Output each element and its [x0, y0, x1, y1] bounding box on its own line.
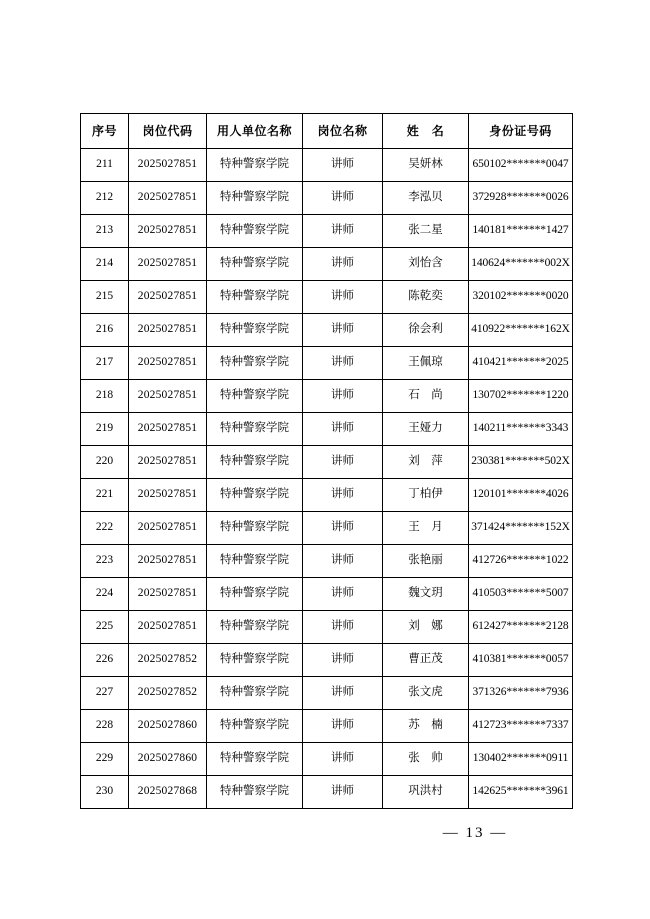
cell-post-code: 2025027851 [129, 347, 207, 380]
cell-name: 张文虎 [383, 677, 469, 710]
cell-post-name: 讲师 [303, 710, 383, 743]
cell-post-code: 2025027851 [129, 149, 207, 182]
roster-table [80, 113, 573, 809]
cell-sequence: 218 [81, 380, 129, 413]
cell-id-number: 140624*******002X [469, 248, 573, 281]
cell-post-code: 2025027851 [129, 512, 207, 545]
column-header-post-code: 岗位代码 [129, 114, 207, 149]
page-number: — 13 — [442, 825, 508, 841]
cell-employer: 特种警察学院 [207, 710, 303, 743]
cell-name: 刘 娜 [383, 611, 469, 644]
cell-post-code: 2025027851 [129, 215, 207, 248]
cell-sequence: 212 [81, 182, 129, 215]
cell-employer: 特种警察学院 [207, 314, 303, 347]
table-row [81, 677, 573, 710]
cell-post-name: 讲师 [303, 380, 383, 413]
table-row [81, 611, 573, 644]
cell-employer: 特种警察学院 [207, 413, 303, 446]
table-row [81, 347, 573, 380]
cell-post-name: 讲师 [303, 677, 383, 710]
column-header-employer: 用人单位名称 [207, 114, 303, 149]
cell-id-number: 140211*******3343 [469, 413, 573, 446]
cell-id-number: 410381*******0057 [469, 644, 573, 677]
cell-post-code: 2025027851 [129, 182, 207, 215]
cell-sequence: 219 [81, 413, 129, 446]
cell-name: 曹正茂 [383, 644, 469, 677]
column-header-sequence: 序号 [81, 114, 129, 149]
cell-post-code: 2025027852 [129, 677, 207, 710]
cell-name: 张 帅 [383, 743, 469, 776]
cell-id-number: 130702*******1220 [469, 380, 573, 413]
cell-employer: 特种警察学院 [207, 578, 303, 611]
table-row [81, 380, 573, 413]
cell-post-code: 2025027860 [129, 743, 207, 776]
table-row [81, 413, 573, 446]
cell-sequence: 213 [81, 215, 129, 248]
cell-id-number: 410421*******2025 [469, 347, 573, 380]
cell-employer: 特种警察学院 [207, 215, 303, 248]
cell-sequence: 228 [81, 710, 129, 743]
cell-id-number: 410503*******5007 [469, 578, 573, 611]
table-row [81, 776, 573, 809]
table-row [81, 314, 573, 347]
cell-sequence: 223 [81, 545, 129, 578]
cell-post-name: 讲师 [303, 413, 383, 446]
cell-sequence: 222 [81, 512, 129, 545]
cell-sequence: 229 [81, 743, 129, 776]
cell-post-code: 2025027851 [129, 380, 207, 413]
table-row [81, 182, 573, 215]
cell-id-number: 120101*******4026 [469, 479, 573, 512]
table-row [81, 512, 573, 545]
table-row [81, 149, 573, 182]
page-footer [0, 824, 650, 842]
cell-sequence: 225 [81, 611, 129, 644]
cell-employer: 特种警察学院 [207, 380, 303, 413]
cell-id-number: 412726*******1022 [469, 545, 573, 578]
cell-post-code: 2025027868 [129, 776, 207, 809]
cell-id-number: 371326*******7936 [469, 677, 573, 710]
table-row [81, 644, 573, 677]
cell-post-code: 2025027852 [129, 644, 207, 677]
cell-post-name: 讲师 [303, 479, 383, 512]
cell-name: 丁柏伊 [383, 479, 469, 512]
cell-post-name: 讲师 [303, 182, 383, 215]
cell-sequence: 216 [81, 314, 129, 347]
cell-name: 王佩琼 [383, 347, 469, 380]
table-row [81, 215, 573, 248]
cell-employer: 特种警察学院 [207, 479, 303, 512]
cell-post-code: 2025027851 [129, 248, 207, 281]
cell-id-number: 142625*******3961 [469, 776, 573, 809]
cell-post-name: 讲师 [303, 314, 383, 347]
cell-sequence: 221 [81, 479, 129, 512]
cell-post-name: 讲师 [303, 281, 383, 314]
cell-post-code: 2025027851 [129, 578, 207, 611]
roster-table-container [80, 113, 572, 809]
cell-employer: 特种警察学院 [207, 677, 303, 710]
cell-sequence: 214 [81, 248, 129, 281]
table-row [81, 578, 573, 611]
table-row [81, 248, 573, 281]
cell-post-code: 2025027860 [129, 710, 207, 743]
table-body [81, 149, 573, 809]
table-header-row [81, 114, 573, 149]
cell-name: 张二星 [383, 215, 469, 248]
cell-id-number: 230381*******502X [469, 446, 573, 479]
cell-name: 石 尚 [383, 380, 469, 413]
column-header-name: 姓 名 [383, 114, 469, 149]
cell-post-code: 2025027851 [129, 446, 207, 479]
cell-sequence: 211 [81, 149, 129, 182]
cell-post-name: 讲师 [303, 248, 383, 281]
cell-id-number: 140181*******1427 [469, 215, 573, 248]
cell-name: 张艳丽 [383, 545, 469, 578]
cell-name: 刘 萍 [383, 446, 469, 479]
cell-name: 王 月 [383, 512, 469, 545]
cell-post-code: 2025027851 [129, 281, 207, 314]
cell-post-name: 讲师 [303, 545, 383, 578]
cell-id-number: 372928*******0026 [469, 182, 573, 215]
table-row [81, 446, 573, 479]
cell-id-number: 612427*******2128 [469, 611, 573, 644]
cell-post-name: 讲师 [303, 512, 383, 545]
cell-post-code: 2025027851 [129, 545, 207, 578]
table-row [81, 479, 573, 512]
cell-sequence: 227 [81, 677, 129, 710]
cell-employer: 特种警察学院 [207, 512, 303, 545]
cell-post-name: 讲师 [303, 776, 383, 809]
cell-post-code: 2025027851 [129, 413, 207, 446]
cell-employer: 特种警察学院 [207, 248, 303, 281]
cell-post-name: 讲师 [303, 743, 383, 776]
cell-employer: 特种警察学院 [207, 611, 303, 644]
cell-name: 巩洪村 [383, 776, 469, 809]
cell-sequence: 215 [81, 281, 129, 314]
cell-employer: 特种警察学院 [207, 776, 303, 809]
cell-post-code: 2025027851 [129, 314, 207, 347]
cell-sequence: 220 [81, 446, 129, 479]
table-row [81, 710, 573, 743]
cell-name: 李泓贝 [383, 182, 469, 215]
cell-sequence: 226 [81, 644, 129, 677]
cell-sequence: 217 [81, 347, 129, 380]
cell-id-number: 130402*******0911 [469, 743, 573, 776]
cell-post-name: 讲师 [303, 149, 383, 182]
cell-employer: 特种警察学院 [207, 182, 303, 215]
cell-employer: 特种警察学院 [207, 281, 303, 314]
cell-id-number: 371424*******152X [469, 512, 573, 545]
cell-employer: 特种警察学院 [207, 446, 303, 479]
cell-name: 魏文玥 [383, 578, 469, 611]
cell-post-name: 讲师 [303, 644, 383, 677]
cell-post-name: 讲师 [303, 578, 383, 611]
column-header-id-number: 身份证号码 [469, 114, 573, 149]
cell-name: 徐会利 [383, 314, 469, 347]
table-header [81, 114, 573, 149]
column-header-post-name: 岗位名称 [303, 114, 383, 149]
cell-employer: 特种警察学院 [207, 545, 303, 578]
cell-name: 陈乾奕 [383, 281, 469, 314]
cell-employer: 特种警察学院 [207, 347, 303, 380]
cell-name: 苏 楠 [383, 710, 469, 743]
cell-employer: 特种警察学院 [207, 149, 303, 182]
cell-name: 刘怡含 [383, 248, 469, 281]
cell-post-name: 讲师 [303, 347, 383, 380]
cell-name: 王娅力 [383, 413, 469, 446]
cell-sequence: 224 [81, 578, 129, 611]
cell-sequence: 230 [81, 776, 129, 809]
cell-id-number: 412723*******7337 [469, 710, 573, 743]
cell-id-number: 410922*******162X [469, 314, 573, 347]
cell-employer: 特种警察学院 [207, 644, 303, 677]
cell-post-name: 讲师 [303, 446, 383, 479]
table-row [81, 545, 573, 578]
cell-id-number: 650102*******0047 [469, 149, 573, 182]
cell-employer: 特种警察学院 [207, 743, 303, 776]
cell-post-code: 2025027851 [129, 611, 207, 644]
cell-id-number: 320102*******0020 [469, 281, 573, 314]
cell-post-name: 讲师 [303, 611, 383, 644]
cell-post-name: 讲师 [303, 215, 383, 248]
cell-name: 吴妍林 [383, 149, 469, 182]
cell-post-code: 2025027851 [129, 479, 207, 512]
table-row [81, 743, 573, 776]
table-row [81, 281, 573, 314]
